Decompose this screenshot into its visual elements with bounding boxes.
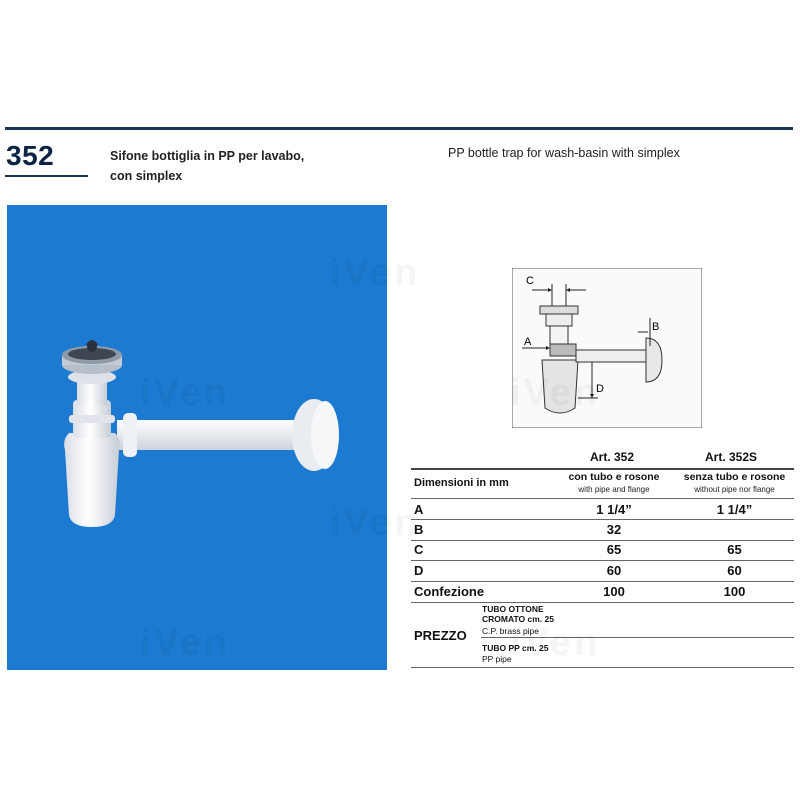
price-item-2-en: PP pipe (482, 654, 512, 664)
prezzo-label: PREZZO (414, 628, 467, 643)
cell-c-1: 65 (606, 542, 622, 557)
row-label-b: B (414, 522, 424, 537)
rule (411, 519, 794, 520)
row-header: Dimensioni in mm (414, 477, 509, 489)
rule (411, 560, 794, 561)
rule (411, 540, 794, 541)
watermark (140, 372, 230, 415)
price-item-2: TUBO PP cm. 25 (482, 643, 549, 653)
watermark (330, 502, 420, 545)
cell-a-1: 1 1/4” (596, 502, 632, 517)
watermark (510, 372, 600, 415)
price-item-1-line1: TUBO OTTONE (482, 604, 544, 614)
label-d: D (596, 383, 604, 395)
table-top-rule (411, 468, 794, 470)
row-label-d: D (414, 563, 424, 578)
title-english: PP bottle trap for wash-basin with simplex (448, 146, 680, 160)
code-underline (5, 175, 88, 177)
row-label-c: C (414, 542, 424, 557)
title-it-line1: Sifone bottiglia in PP per lavabo, (110, 149, 305, 163)
cell-confezione-1: 100 (603, 584, 625, 599)
price-item-1-line2: CROMATO cm. 25 (482, 614, 554, 624)
rule (411, 581, 794, 582)
col1-sub-en: with pipe and flange (578, 485, 650, 494)
price-item-1 (482, 604, 554, 624)
col1-sub: con tubo e rosone (568, 471, 660, 483)
watermark (140, 622, 230, 665)
watermark (510, 622, 600, 665)
label-b: B (652, 321, 660, 333)
col2-sub-en: without pipe nor flange (694, 485, 775, 494)
col1-title: Art. 352 (590, 450, 635, 464)
cell-c-2: 65 (727, 542, 742, 557)
rule (411, 602, 794, 603)
watermark (330, 252, 420, 295)
cell-b-1: 32 (606, 522, 622, 537)
cell-d-2: 60 (727, 563, 742, 578)
product-code: 352 (6, 140, 55, 171)
col2-sub: senza tubo e rosone (683, 471, 786, 483)
rule (411, 667, 794, 668)
title-italian (110, 146, 304, 186)
rule (411, 498, 794, 499)
cell-a-2: 1 1/4” (716, 502, 753, 517)
top-rule (5, 127, 793, 130)
cell-d-1: 60 (606, 563, 622, 578)
label-c: C (526, 275, 534, 287)
label-a: A (524, 336, 532, 348)
title-it-line2: con simplex (110, 169, 183, 183)
col2-title: Art. 352S (705, 450, 758, 464)
row-label-confezione: Confezione (414, 584, 485, 599)
price-item-1-en: C.P. brass pipe (482, 626, 540, 636)
row-label-a: A (414, 502, 424, 517)
cell-confezione-2: 100 (723, 584, 746, 599)
